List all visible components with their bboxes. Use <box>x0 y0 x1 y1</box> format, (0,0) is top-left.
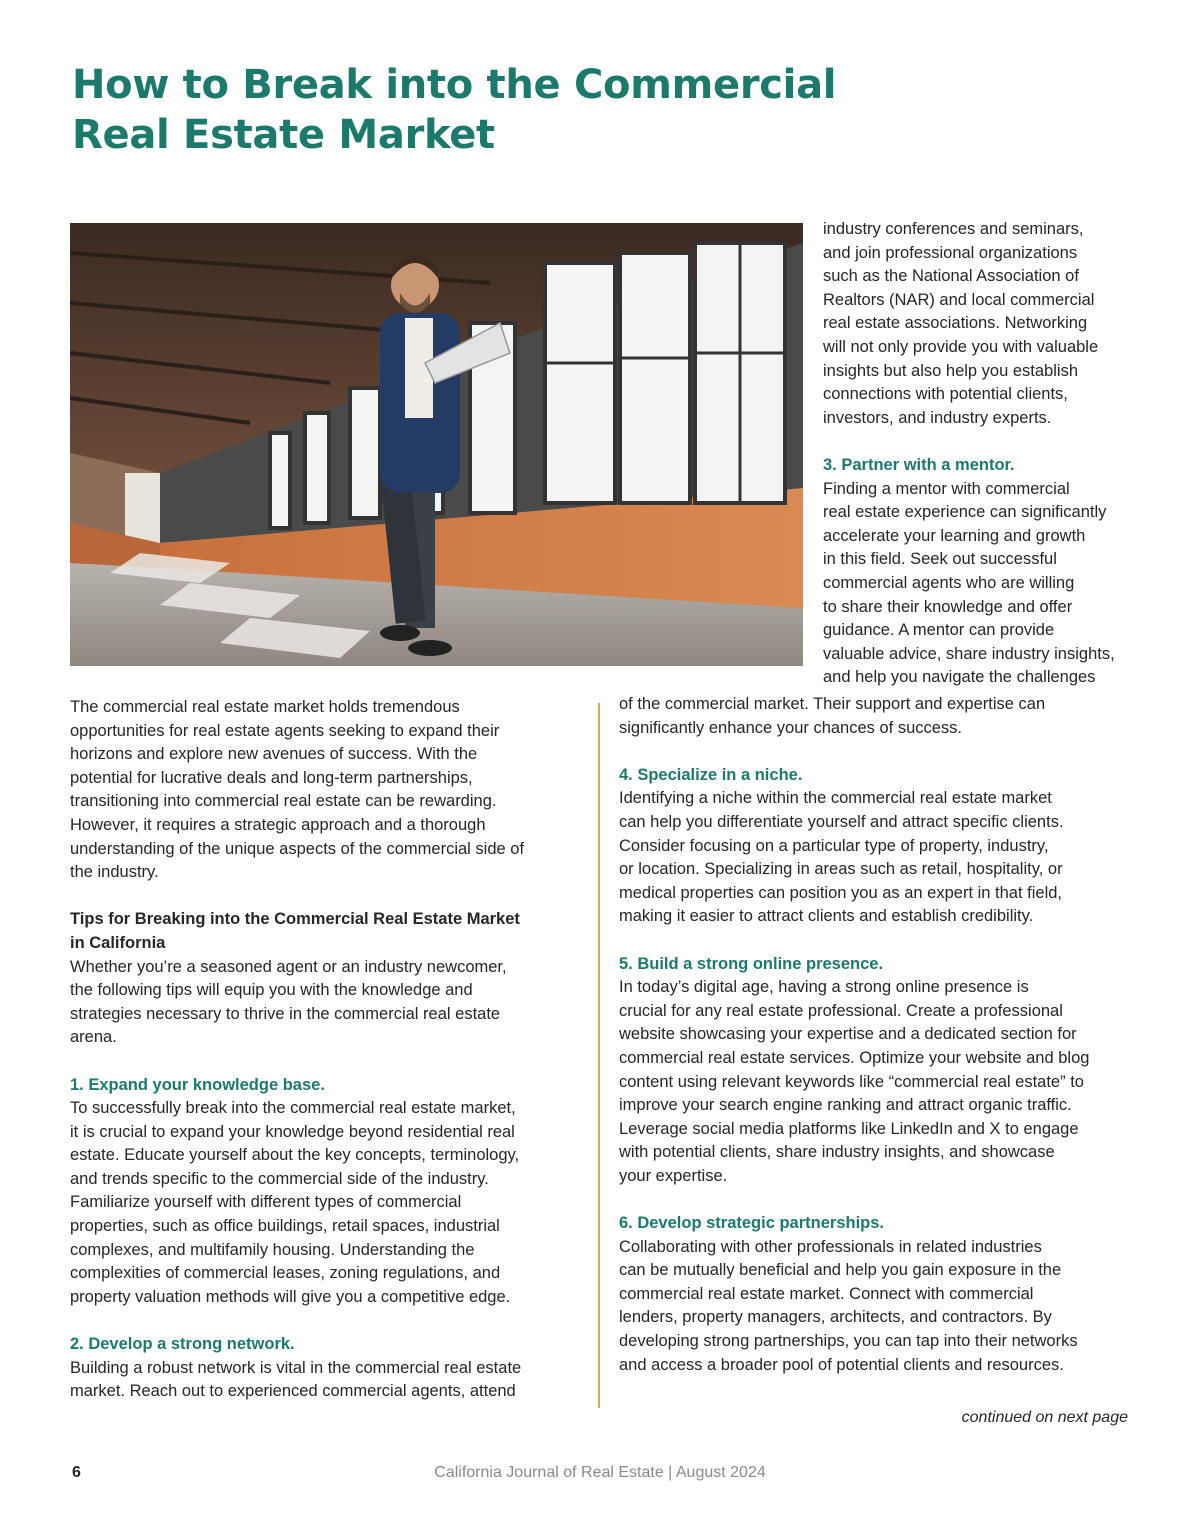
paragraph-line: However, it requires a strategic approach and a thorough <box>70 815 486 834</box>
paragraph-line: industry conferences and seminars, <box>823 220 1084 238</box>
title-line-2: Real Estate Market <box>72 112 495 158</box>
businessman-with-laptop-icon <box>70 223 803 666</box>
paragraph-line: improve your search engine ranking and attract organic traffic. <box>619 1096 1072 1115</box>
paragraph-line: horizons and explore new avenues of success. With the <box>70 745 478 764</box>
paragraph-line: accelerate your learning and growth <box>823 526 1086 545</box>
paragraph-line: with potential clients, share industry insights, and showcase <box>619 1143 1055 1162</box>
continued-note: continued on next page <box>961 1409 1128 1426</box>
paragraph-line: the following tips will equip you with the knowledge and <box>70 981 473 1000</box>
article-title <box>72 60 972 160</box>
paragraph-line: valuable advice, share industry insights, <box>823 644 1115 663</box>
paragraph-line: understanding of the unique aspects of the commercial side of <box>70 839 525 858</box>
section-heading-knowledge: 1. Expand your knowledge base. <box>70 1075 325 1094</box>
paragraph-line: complexities of commercial leases, zoning regulations, and <box>70 1264 501 1283</box>
paragraph-line: Whether you’re a seasoned agent or an industry newcomer, <box>70 957 507 976</box>
paragraph-line: market. Reach out to experienced commercial agents, attend <box>70 1382 516 1401</box>
paragraph-line: can help you differentiate yourself and attract specific clients. <box>619 812 1064 831</box>
paragraph-line: your expertise. <box>619 1166 728 1185</box>
paragraph-line: arena. <box>70 1028 117 1047</box>
paragraph-line: investors, and industry experts. <box>823 408 1052 427</box>
paragraph-line: property valuation methods will give you a competitive edge. <box>70 1287 511 1306</box>
paragraph-line: lenders, property managers, architects, and contractors. By <box>619 1308 1052 1327</box>
tips-heading: in California <box>70 933 166 952</box>
paragraph-line: properties, such as office buildings, retail spaces, industrial <box>70 1217 500 1236</box>
paragraph-line: Identifying a niche within the commercial real estate market <box>619 789 1052 808</box>
right-column <box>619 693 1159 1377</box>
paragraph-line: making it easier to attract clients and establish credibility. <box>619 907 1034 926</box>
hero-photo <box>70 223 803 666</box>
paragraph-line: The commercial real estate market holds tremendous <box>70 698 460 716</box>
paragraph-line: complexes, and multifamily housing. Understanding the <box>70 1240 475 1259</box>
paragraph-line: to share their knowledge and offer <box>823 597 1073 616</box>
paragraph-line: and trends specific to the commercial side of the industry. <box>70 1169 489 1188</box>
paragraph-line: connections with potential clients, <box>823 385 1068 404</box>
paragraph-line: and help you navigate the challenges <box>823 668 1096 687</box>
paragraph-line: In today’s digital age, having a strong online presence is <box>619 978 1029 997</box>
paragraph-line: commercial real estate market. Connect with commercial <box>619 1284 1034 1303</box>
paragraph-line: Collaborating with other professionals in related industries <box>619 1237 1042 1256</box>
section-heading-network: 2. Develop a strong network. <box>70 1335 295 1354</box>
paragraph-line: and join professional organizations <box>823 243 1078 262</box>
paragraph-line: content using relevant keywords like “commercial real estate” to <box>619 1072 1084 1091</box>
paragraph-line: Consider focusing on a particular type of property, industry, <box>619 836 1049 855</box>
paragraph-line: opportunities for real estate agents seeking to expand their <box>70 721 500 740</box>
paragraph-line: crucial for any real estate professional. Create a professional <box>619 1001 1063 1020</box>
column-divider <box>598 703 600 1408</box>
paragraph-line: Realtors (NAR) and local commercial <box>823 290 1095 309</box>
top-right-column <box>823 218 1163 690</box>
paragraph-line: it is crucial to expand your knowledge beyond residential real <box>70 1122 515 1141</box>
paragraph-line: estate. Educate yourself about the key concepts, terminology, <box>70 1146 520 1165</box>
section-heading-online: 5. Build a strong online presence. <box>619 954 884 973</box>
title-line-1: How to Break into the Commercial <box>72 62 837 108</box>
paragraph-line: of the commercial market. Their support and expertise can <box>619 695 1046 713</box>
paragraph-line: website showcasing your expertise and a dedicated section for <box>619 1025 1077 1044</box>
section-heading-mentor: 3. Partner with a mentor. <box>823 455 1015 474</box>
paragraph-line: insights but also help you establish <box>823 361 1078 380</box>
paragraph-line: commercial agents who are willing <box>823 573 1075 592</box>
paragraph-line: such as the National Association of <box>823 267 1079 286</box>
section-heading-partnerships: 6. Develop strategic partnerships. <box>619 1214 885 1233</box>
paragraph-line: developing strong partnerships, you can tap into their networks <box>619 1332 1078 1351</box>
paragraph-line: Building a robust network is vital in the commercial real estate <box>70 1358 522 1377</box>
paragraph-line: real estate experience can significantly <box>823 503 1107 522</box>
footer-publication: California Journal of Real Estate | August 2024 <box>434 1464 766 1481</box>
left-column <box>70 696 592 1404</box>
paragraph-line: can be mutually beneficial and help you gain exposure in the <box>619 1261 1062 1280</box>
paragraph-line: Leverage social media platforms like LinkedIn and X to engage <box>619 1119 1079 1138</box>
section-heading-niche: 4. Specialize in a niche. <box>619 765 803 784</box>
paragraph-line: transitioning into commercial real estate can be rewarding. <box>70 792 497 811</box>
paragraph-line: Finding a mentor with commercial <box>823 479 1070 498</box>
paragraph-line: significantly enhance your chances of success. <box>619 718 963 737</box>
paragraph-line: real estate associations. Networking <box>823 314 1088 333</box>
paragraph-line: potential for lucrative deals and long-term partnerships, <box>70 768 473 787</box>
page-number: 6 <box>72 1464 81 1481</box>
paragraph-line: Familiarize yourself with different types of commercial <box>70 1193 462 1212</box>
paragraph-line: commercial real estate services. Optimize your website and blog <box>619 1048 1090 1067</box>
tips-heading: Tips for Breaking into the Commercial Real Estate Market <box>70 910 520 929</box>
paragraph-line: in this field. Seek out successful <box>823 550 1057 569</box>
paragraph-line: medical properties can position you as an expert in that field, <box>619 883 1063 902</box>
paragraph-line: the industry. <box>70 863 159 882</box>
paragraph-line: will not only provide you with valuable <box>823 337 1099 356</box>
paragraph-line: or location. Specializing in areas such as retail, hospitality, or <box>619 860 1063 879</box>
paragraph-line: To successfully break into the commercial real estate market, <box>70 1099 516 1118</box>
paragraph-line: and access a broader pool of potential clients and resources. <box>619 1355 1064 1374</box>
paragraph-line: strategies necessary to thrive in the commercial real estate <box>70 1004 501 1023</box>
paragraph-line: guidance. A mentor can provide <box>823 621 1055 640</box>
